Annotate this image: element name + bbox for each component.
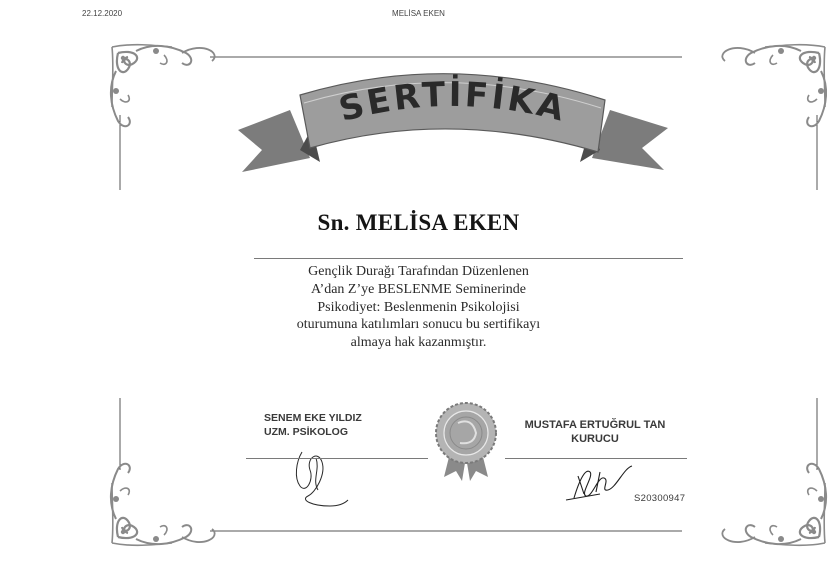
signatory-left [264,411,362,439]
signatory-right [500,418,690,446]
banner-title: SERTİFİKA [335,74,571,131]
seal-icon [436,403,496,481]
signatory-right-name: MUSTAFA ERTUĞRUL TAN [524,419,666,431]
banner-ribbon [238,74,668,172]
print-header-name: MELİSA EKEN [392,9,445,18]
signatory-left-title: UZM. PSİKOLOG [264,426,348,438]
signatory-right-title: KURUCU [571,433,619,445]
signature-line-left [246,458,428,459]
corner-flourish-top-right-icon [722,45,826,127]
signature-left-icon [296,452,348,506]
body-line: A’dan Z’ye BESLENME Seminerinde [310,281,526,297]
recipient-name: Sn. MELİSA EKEN [317,210,520,235]
signature-line-right [505,458,687,459]
body-line: oturumuna katılımları sonucu bu sertifikayı [296,317,541,333]
divider [254,258,683,259]
body-line: almaya hak kazanmıştır. [350,335,487,351]
corner-flourish-bottom-right-icon [722,464,826,546]
body-line: Psikodiyet: Beslenmenin Psikolojisi [317,299,520,315]
signatory-left-name: SENEM EKE YILDIZ [264,412,362,424]
body-line: Gençlik Durağı Tarafından Düzenlenen [308,264,529,279]
certificate-body [0,263,837,352]
corner-flourish-top-left-icon [111,45,215,127]
certificate-number: S20300947 [634,493,686,504]
corner-flourish-bottom-left-icon [111,464,215,546]
print-date: 22.12.2020 [82,9,123,18]
signature-right-icon [566,466,632,500]
